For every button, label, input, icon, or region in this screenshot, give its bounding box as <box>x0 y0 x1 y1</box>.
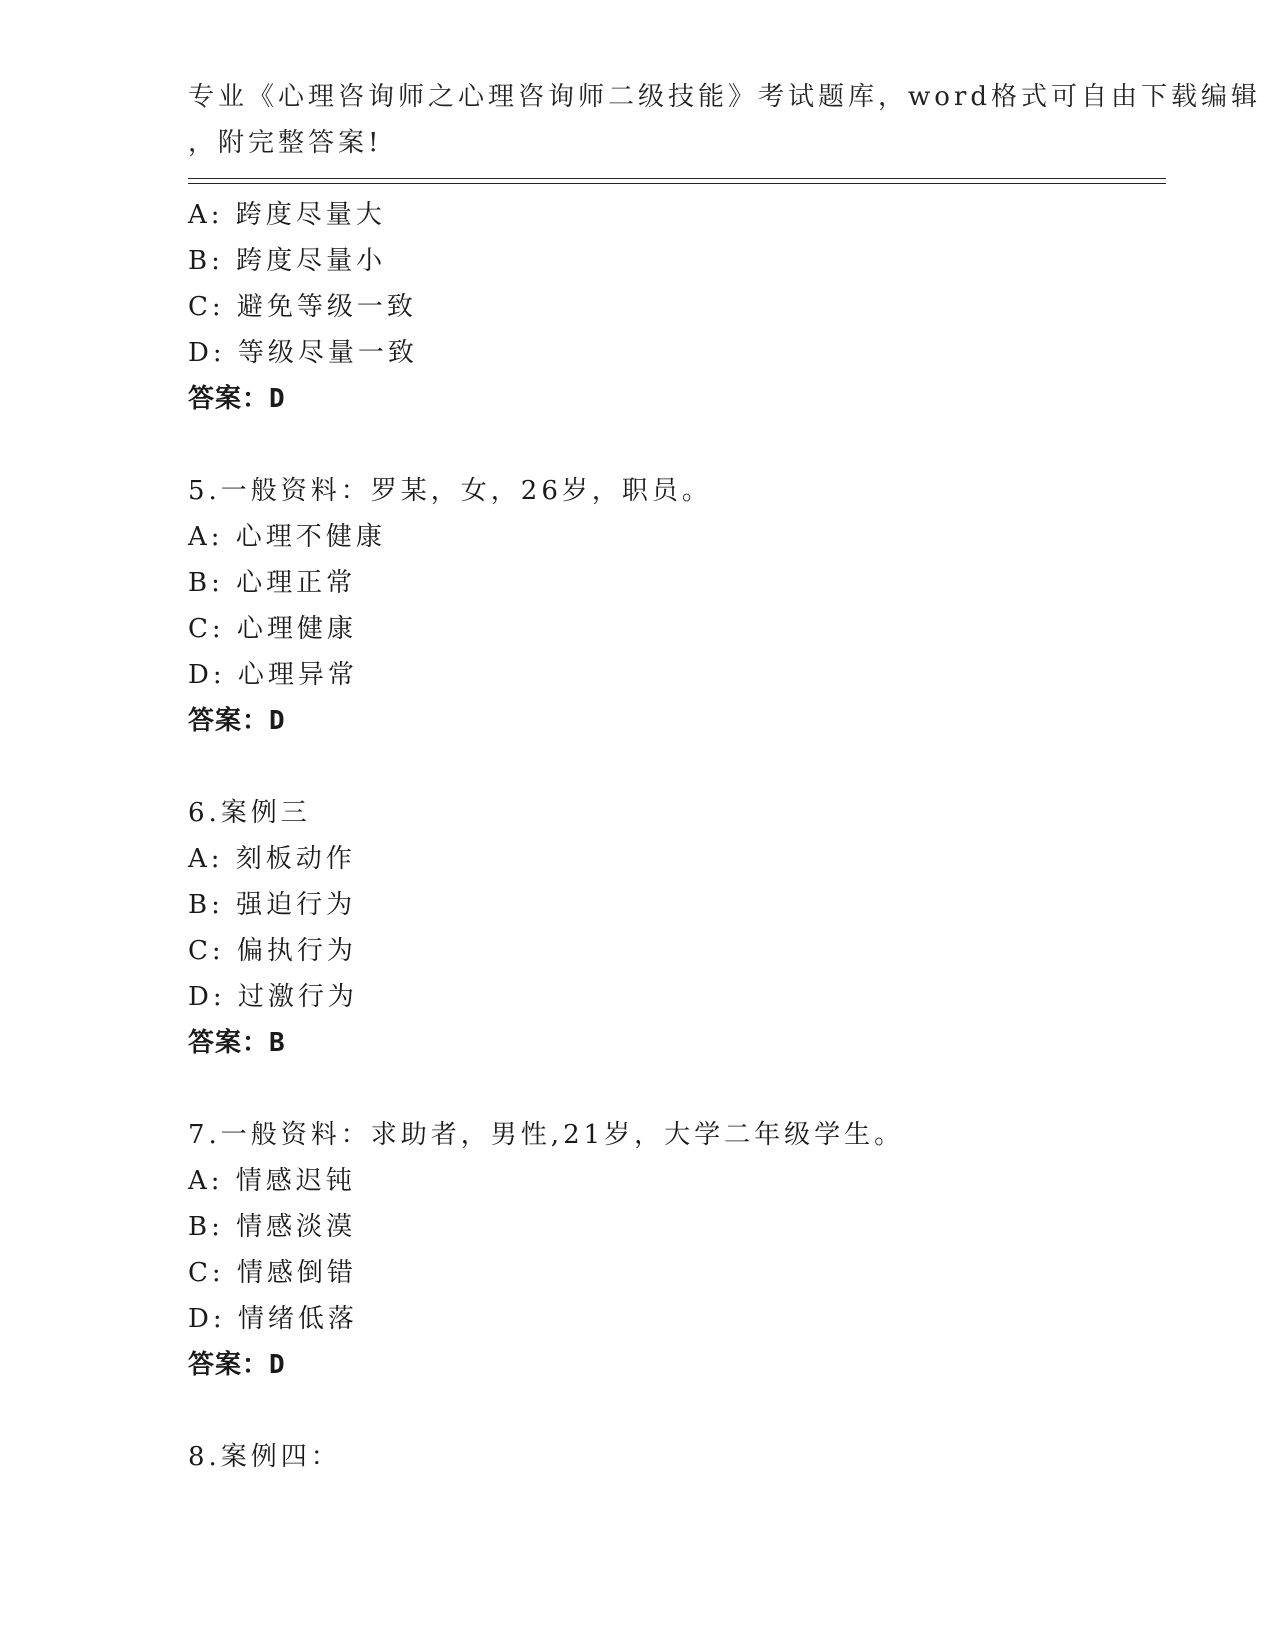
option-b: B: 情感淡漠 <box>188 1212 357 1242</box>
header-rule-bottom <box>188 183 1166 184</box>
option-a: A: 情感迟钝 <box>188 1166 356 1196</box>
option-d: D: 情绪低落 <box>188 1304 358 1334</box>
option-d: D: 等级尽量一致 <box>188 338 418 368</box>
answer-line: 答案：D <box>188 706 286 736</box>
option-d: D: 过激行为 <box>188 982 358 1012</box>
document-header <box>188 74 1261 166</box>
question-stem: 5.一般资料：罗某，女，26岁，职员。 <box>188 476 712 506</box>
question-8 <box>188 1434 1168 1480</box>
option-c: C: 偏执行为 <box>188 936 357 966</box>
option-a: A: 跨度尽量大 <box>188 200 386 230</box>
header-rule-top <box>188 178 1166 179</box>
question-7 <box>188 1112 1168 1388</box>
question-stem: 6.案例三 <box>188 798 311 828</box>
question-stem: 8.案例四： <box>188 1442 341 1472</box>
answer-line: 答案：D <box>188 1350 286 1380</box>
question-4-continued <box>188 192 1168 422</box>
option-d: D: 心理异常 <box>188 660 358 690</box>
header-line-2: ，附完整答案! <box>188 128 383 158</box>
question-5 <box>188 468 1168 744</box>
option-b: B: 跨度尽量小 <box>188 246 387 276</box>
answer-line: 答案：D <box>188 384 286 414</box>
option-c: C: 避免等级一致 <box>188 292 417 322</box>
option-c: C: 情感倒错 <box>188 1258 357 1288</box>
option-c: C: 心理健康 <box>188 614 357 644</box>
option-a: A: 刻板动作 <box>188 844 356 874</box>
header-line-1: 专业《心理咨询师之心理咨询师二级技能》考试题库，word格式可自由下载编辑 <box>188 82 1261 112</box>
question-list <box>188 192 1168 1480</box>
question-6 <box>188 790 1168 1066</box>
option-a: A: 心理不健康 <box>188 522 386 552</box>
answer-line: 答案：B <box>188 1028 286 1058</box>
option-b: B: 心理正常 <box>188 568 357 598</box>
question-stem: 7.一般资料：求助者，男性,21岁，大学二年级学生。 <box>188 1120 905 1150</box>
option-b: B: 强迫行为 <box>188 890 357 920</box>
